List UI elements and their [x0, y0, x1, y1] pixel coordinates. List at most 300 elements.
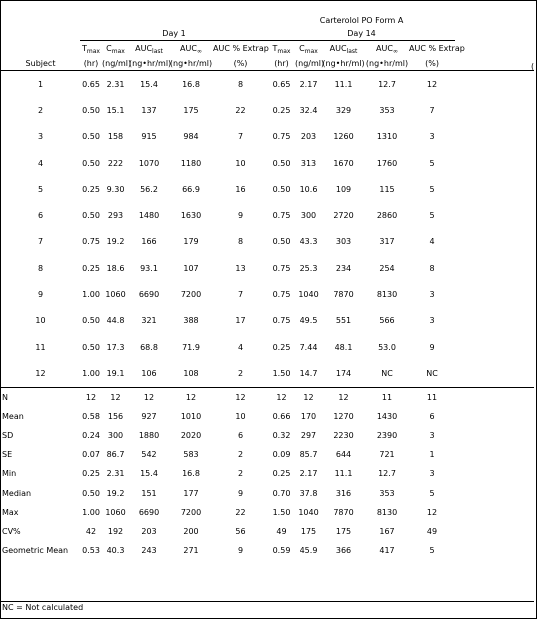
table-cell: 0.25 — [82, 469, 100, 479]
table-cell: 0.75 — [272, 316, 291, 326]
spacer — [455, 407, 534, 426]
spacer — [455, 281, 534, 307]
subject-id: 6 — [37, 211, 44, 221]
table-cell: 551 — [335, 316, 352, 326]
table-cell: 0.50 — [82, 211, 100, 221]
table-cell: 11.1 — [334, 469, 353, 479]
table-cell: 9 — [237, 211, 244, 221]
table-cell: 109 — [335, 184, 352, 194]
spacer — [455, 202, 534, 228]
subject-id: 7 — [37, 237, 44, 247]
table-cell: 0.50 — [82, 105, 100, 115]
summary-label: Max — [2, 507, 19, 517]
subject-id: 11 — [35, 342, 46, 352]
table-cell: 222 — [107, 158, 124, 168]
table-cell: 12 — [80, 387, 102, 407]
table-row — [1, 360, 534, 387]
subject-id: 8 — [37, 263, 44, 273]
table-row — [1, 97, 534, 123]
spacer — [455, 14, 534, 27]
column-header — [295, 41, 322, 57]
table-cell: 1760 — [376, 158, 398, 168]
table-cell: 2 — [237, 450, 244, 460]
table-cell: 0.32 — [272, 431, 291, 441]
table-cell: 11.1 — [334, 79, 353, 89]
table-cell: 12 — [268, 387, 295, 407]
table-cell: 0.25 — [272, 105, 291, 115]
column-header — [169, 41, 213, 57]
spacer — [455, 56, 534, 71]
table-cell: 9.30 — [106, 184, 125, 194]
subject-id: 1 — [37, 79, 44, 89]
day-row — [1, 27, 534, 41]
table-cell: 0.25 — [82, 263, 100, 273]
table-cell: 49 — [426, 526, 438, 536]
table-cell: 0.50 — [82, 132, 100, 142]
table-cell: 388 — [183, 316, 199, 326]
table-cell: 8 — [237, 237, 244, 247]
table-cell: 417 — [379, 546, 395, 556]
spacer — [80, 14, 268, 27]
table-cell: 19.2 — [106, 237, 125, 247]
column-subscript: ∞ — [196, 48, 202, 55]
table-row — [1, 308, 534, 334]
table-cell: 10 — [235, 158, 246, 168]
table-cell: 2390 — [376, 431, 398, 441]
table-cell: 203 — [141, 526, 157, 536]
table-cell: 15.1 — [106, 105, 125, 115]
table-cell: 6690 — [138, 290, 160, 300]
table-cell: 156 — [107, 411, 124, 421]
table-cell: 179 — [183, 237, 199, 247]
column-header — [365, 41, 409, 57]
table-cell: 1060 — [105, 290, 126, 300]
table-cell: 316 — [335, 488, 352, 498]
table-cell: 1.00 — [82, 290, 100, 300]
day1-label: Day 1 — [80, 27, 268, 41]
table-cell: 6 — [237, 431, 244, 441]
table-cell: 2.31 — [106, 469, 125, 479]
table-cell: 1670 — [333, 158, 354, 168]
table-cell: 583 — [183, 450, 199, 460]
title-row — [1, 14, 534, 27]
table-cell: 18.6 — [106, 263, 125, 273]
table-cell: 0.50 — [272, 158, 291, 168]
table-cell: 1270 — [333, 411, 354, 421]
table-cell: 167 — [379, 526, 395, 536]
table-cell: 3 — [429, 316, 435, 326]
column-header — [213, 41, 268, 57]
column-subscript: last — [152, 48, 163, 55]
table-cell: 0.50 — [82, 316, 100, 326]
day14-label: Day 14 — [268, 27, 455, 41]
table-cell: 15.4 — [140, 469, 158, 479]
column-name: AUC % Extrap — [409, 44, 465, 53]
table-cell: 13 — [235, 263, 246, 273]
summary-row — [1, 522, 534, 541]
table-cell: 17 — [235, 316, 246, 326]
column-header — [268, 41, 295, 57]
table-cell: 1040 — [298, 290, 319, 300]
table-cell: 1180 — [180, 158, 202, 168]
table-cell: 5 — [429, 488, 435, 498]
table-cell: 85.7 — [299, 450, 318, 460]
summary-row — [1, 387, 534, 407]
table-cell: 9 — [429, 342, 435, 352]
table-cell: 0.50 — [272, 184, 291, 194]
footnote: NC = Not calculated — [2, 603, 84, 612]
table-row — [1, 229, 534, 255]
column-subscript: last — [346, 48, 358, 55]
spacer — [455, 150, 534, 176]
table-cell: 0.65 — [272, 79, 291, 89]
table-cell: 93.1 — [140, 263, 158, 273]
table-row — [1, 124, 534, 150]
pk-table — [1, 14, 534, 560]
table-cell: 12 — [426, 79, 438, 89]
table-cell: 293 — [107, 211, 124, 221]
spacer — [455, 464, 534, 483]
column-unit: (hr) — [268, 56, 295, 71]
table-cell: 48.1 — [334, 342, 353, 352]
table-cell: 14.7 — [299, 368, 318, 378]
table-cell: 1430 — [376, 411, 398, 421]
table-cell: 566 — [379, 316, 395, 326]
column-subscript: ∞ — [392, 48, 398, 55]
table-cell: 2.31 — [106, 79, 125, 89]
spacer — [455, 360, 534, 387]
table-cell: 1.50 — [272, 507, 291, 517]
spacer — [455, 503, 534, 522]
spacer — [1, 41, 80, 57]
table-cell: 192 — [107, 526, 124, 536]
summary-row — [1, 426, 534, 445]
column-name: AUC — [329, 44, 347, 53]
table-cell: 2230 — [333, 431, 354, 441]
table-cell: 0.25 — [272, 469, 291, 479]
table-cell: 12 — [213, 387, 268, 407]
table-cell: 329 — [335, 105, 352, 115]
column-header — [129, 41, 169, 57]
column-name: C — [106, 44, 112, 53]
truncated-mark: ( — [531, 62, 535, 71]
footnote-rule — [1, 601, 534, 602]
table-cell: 5 — [429, 158, 435, 168]
table-cell: 300 — [107, 431, 124, 441]
table-cell: 0.66 — [272, 411, 291, 421]
table-cell: 22 — [235, 507, 246, 517]
table-cell: 11 — [365, 387, 409, 407]
table-cell: 19.2 — [106, 488, 125, 498]
table-cell: 10.6 — [299, 184, 318, 194]
table-cell: 0.70 — [272, 488, 291, 498]
column-unit: (%) — [409, 56, 455, 71]
table-cell: 56 — [235, 526, 246, 536]
table-cell: 106 — [141, 368, 157, 378]
table-cell: 0.75 — [272, 263, 291, 273]
table-cell: 66.9 — [182, 184, 200, 194]
table-cell: 1310 — [376, 132, 398, 142]
column-subscript: max — [111, 48, 125, 55]
summary-row — [1, 484, 534, 503]
summary-row — [1, 464, 534, 483]
table-cell: 0.75 — [272, 290, 291, 300]
table-cell: 1070 — [138, 158, 160, 168]
table-cell: 0.75 — [82, 237, 100, 247]
table-cell: 174 — [335, 368, 352, 378]
table-cell: 12 — [102, 387, 129, 407]
column-unit: (%) — [213, 56, 268, 71]
table-cell: 3 — [429, 469, 435, 479]
table-cell: 175 — [300, 526, 317, 536]
table-cell: 17.3 — [106, 342, 125, 352]
table-cell: 313 — [300, 158, 317, 168]
table-cell: 0.65 — [82, 79, 100, 89]
table-cell: 0.59 — [272, 546, 291, 556]
spacer — [455, 176, 534, 202]
spacer — [455, 541, 534, 560]
column-header — [80, 41, 102, 57]
table-cell: 12 — [322, 387, 365, 407]
table-cell: 32.4 — [299, 105, 318, 115]
table-cell: 4 — [429, 237, 435, 247]
table-cell: 7870 — [333, 290, 354, 300]
table-cell: 43.3 — [299, 237, 318, 247]
column-unit: (ng/ml) — [295, 56, 322, 71]
column-header — [409, 41, 465, 57]
table-cell: 7 — [237, 290, 244, 300]
table-cell: 3 — [429, 290, 435, 300]
table-cell: 3 — [429, 132, 435, 142]
summary-row — [1, 407, 534, 426]
table-cell: NC — [381, 368, 393, 378]
subject-header: Subject — [1, 56, 80, 71]
table-cell: 49.5 — [299, 316, 318, 326]
table-row — [1, 150, 534, 176]
table-cell: 170 — [300, 411, 317, 421]
table-cell: 271 — [183, 546, 199, 556]
table-cell: 108 — [183, 368, 199, 378]
table-cell: 0.24 — [82, 431, 100, 441]
table-cell: 7 — [429, 105, 435, 115]
table-cell: 297 — [300, 431, 317, 441]
table-cell: 317 — [379, 237, 395, 247]
table-cell: 1040 — [298, 507, 319, 517]
table-cell: 2720 — [333, 211, 354, 221]
summary-label: CV% — [2, 526, 21, 536]
table-cell: 542 — [141, 450, 157, 460]
table-cell: 915 — [141, 132, 157, 142]
table-cell: 1480 — [138, 211, 160, 221]
table-cell: 86.7 — [106, 450, 125, 460]
table-cell: 115 — [379, 184, 395, 194]
table-cell: 8130 — [376, 290, 398, 300]
table-cell: 53.0 — [378, 342, 396, 352]
subject-id: 3 — [37, 132, 44, 142]
table-cell: 40.3 — [106, 546, 125, 556]
table-cell: 166 — [141, 237, 157, 247]
column-name: AUC — [376, 44, 393, 53]
table-cell: 8 — [237, 79, 244, 89]
table-cell: 158 — [107, 132, 124, 142]
spacer — [455, 255, 534, 281]
summary-row — [1, 541, 534, 560]
table-cell: 2020 — [180, 431, 202, 441]
table-cell: 1010 — [180, 411, 202, 421]
table-cell: 1.50 — [272, 368, 291, 378]
table-cell: 45.9 — [299, 546, 318, 556]
table-cell: 8 — [429, 263, 435, 273]
summary-label: Median — [2, 488, 32, 498]
spacer — [1, 27, 80, 41]
table-row — [1, 202, 534, 228]
table-cell: 0.09 — [272, 450, 291, 460]
table-cell: 1 — [429, 450, 435, 460]
column-unit: (ng•hr/ml) — [365, 56, 409, 71]
table-cell: 0.53 — [82, 546, 100, 556]
table-cell: 303 — [335, 237, 352, 247]
table-row — [1, 281, 534, 307]
spacer — [455, 522, 534, 541]
column-unit: (ng•hr/ml) — [169, 56, 213, 71]
table-cell: 1.00 — [82, 368, 100, 378]
table-cell: 984 — [183, 132, 199, 142]
subject-id: 10 — [35, 316, 46, 326]
table-cell: 243 — [141, 546, 157, 556]
spacer — [455, 97, 534, 123]
table-cell: 7200 — [180, 507, 202, 517]
table-cell: 0.50 — [82, 488, 100, 498]
table-cell: 0.25 — [82, 184, 100, 194]
table-cell: 15.4 — [140, 79, 158, 89]
subject-id: 4 — [37, 158, 44, 168]
column-subscript: max — [277, 48, 291, 55]
table-cell: 16.8 — [182, 469, 200, 479]
header-name-row — [1, 41, 534, 57]
table-cell: 175 — [335, 526, 352, 536]
table-cell: 11 — [409, 387, 455, 407]
table-cell: 37.8 — [299, 488, 318, 498]
table-cell: 16.8 — [182, 79, 200, 89]
spacer — [455, 426, 534, 445]
column-name: AUC — [180, 44, 197, 53]
header-unit-row — [1, 56, 534, 71]
table-cell: 353 — [379, 488, 395, 498]
table-cell: 9 — [237, 488, 244, 498]
summary-label: N — [1, 387, 80, 407]
table-cell: 721 — [379, 450, 395, 460]
table-cell: 3 — [429, 431, 435, 441]
spacer — [455, 124, 534, 150]
table-cell: 1630 — [180, 211, 202, 221]
table-cell: 0.50 — [272, 237, 291, 247]
column-name: C — [299, 44, 305, 53]
table-cell: 177 — [183, 488, 199, 498]
column-name: AUC % Extrap — [213, 44, 269, 53]
spacer — [455, 445, 534, 464]
summary-label: SE — [2, 450, 13, 460]
table-cell: 927 — [141, 411, 157, 421]
table-cell: 56.2 — [140, 184, 158, 194]
table-cell: 2860 — [376, 211, 398, 221]
table-cell: 0.50 — [82, 158, 100, 168]
table-cell: 71.9 — [182, 342, 200, 352]
table-cell: 7870 — [333, 507, 354, 517]
table-cell: 6 — [429, 411, 435, 421]
spacer — [455, 71, 534, 98]
table-cell: 0.25 — [272, 342, 291, 352]
spacer — [455, 41, 534, 57]
table-cell: 0.58 — [82, 411, 100, 421]
table-cell: 234 — [335, 263, 352, 273]
spacer — [455, 308, 534, 334]
table-row — [1, 255, 534, 281]
subject-id: 12 — [35, 368, 46, 378]
table-cell: 2.17 — [299, 469, 318, 479]
column-unit: (hr) — [80, 56, 102, 71]
column-subscript: max — [86, 48, 100, 55]
table-cell: 107 — [183, 263, 199, 273]
table-cell: 12 — [129, 387, 169, 407]
table-row — [1, 71, 534, 98]
table-cell: 9 — [237, 546, 244, 556]
spacer — [455, 229, 534, 255]
table-cell: 1060 — [105, 507, 126, 517]
table-cell: 203 — [300, 132, 317, 142]
summary-row — [1, 503, 534, 522]
column-name: AUC — [135, 44, 153, 53]
table-cell: 2 — [237, 368, 244, 378]
table-cell: 7200 — [180, 290, 202, 300]
table-row — [1, 334, 534, 360]
table-cell: 151 — [141, 488, 157, 498]
table-cell: 0.07 — [82, 450, 100, 460]
table-cell: 2 — [237, 469, 244, 479]
table-cell: 12.7 — [378, 79, 396, 89]
table-cell: 366 — [335, 546, 352, 556]
table-cell: 12.7 — [378, 469, 396, 479]
table-cell: 0.50 — [82, 342, 100, 352]
table-cell: 2.17 — [299, 79, 318, 89]
subject-id: 9 — [37, 290, 44, 300]
table-cell: 5 — [429, 546, 435, 556]
table-cell: 49 — [276, 526, 287, 536]
column-unit: (ng•hr/ml) — [129, 56, 169, 71]
table-title: Carterolol PO Form A — [319, 16, 404, 25]
summary-label: Min — [2, 469, 17, 479]
summary-label: Geometric Mean — [2, 546, 69, 556]
table-cell: 8130 — [376, 507, 398, 517]
table-cell: 10 — [235, 411, 246, 421]
table-cell: 4 — [237, 342, 244, 352]
table-cell: NC — [426, 368, 438, 378]
table-cell: 5 — [429, 211, 435, 221]
table-cell: 6690 — [138, 507, 160, 517]
table-cell: 5 — [429, 184, 435, 194]
table-cell: 300 — [300, 211, 317, 221]
table-cell: 42 — [85, 526, 97, 536]
table-cell: 644 — [335, 450, 352, 460]
table-row — [1, 176, 534, 202]
table-cell: 1880 — [138, 431, 160, 441]
table-cell: 44.8 — [106, 316, 125, 326]
table-cell: 12 — [169, 387, 213, 407]
column-name: T — [82, 44, 87, 53]
table-cell: 25.3 — [299, 263, 318, 273]
table-cell: 200 — [183, 526, 199, 536]
summary-label: Mean — [2, 411, 24, 421]
table-cell: 22 — [235, 105, 246, 115]
